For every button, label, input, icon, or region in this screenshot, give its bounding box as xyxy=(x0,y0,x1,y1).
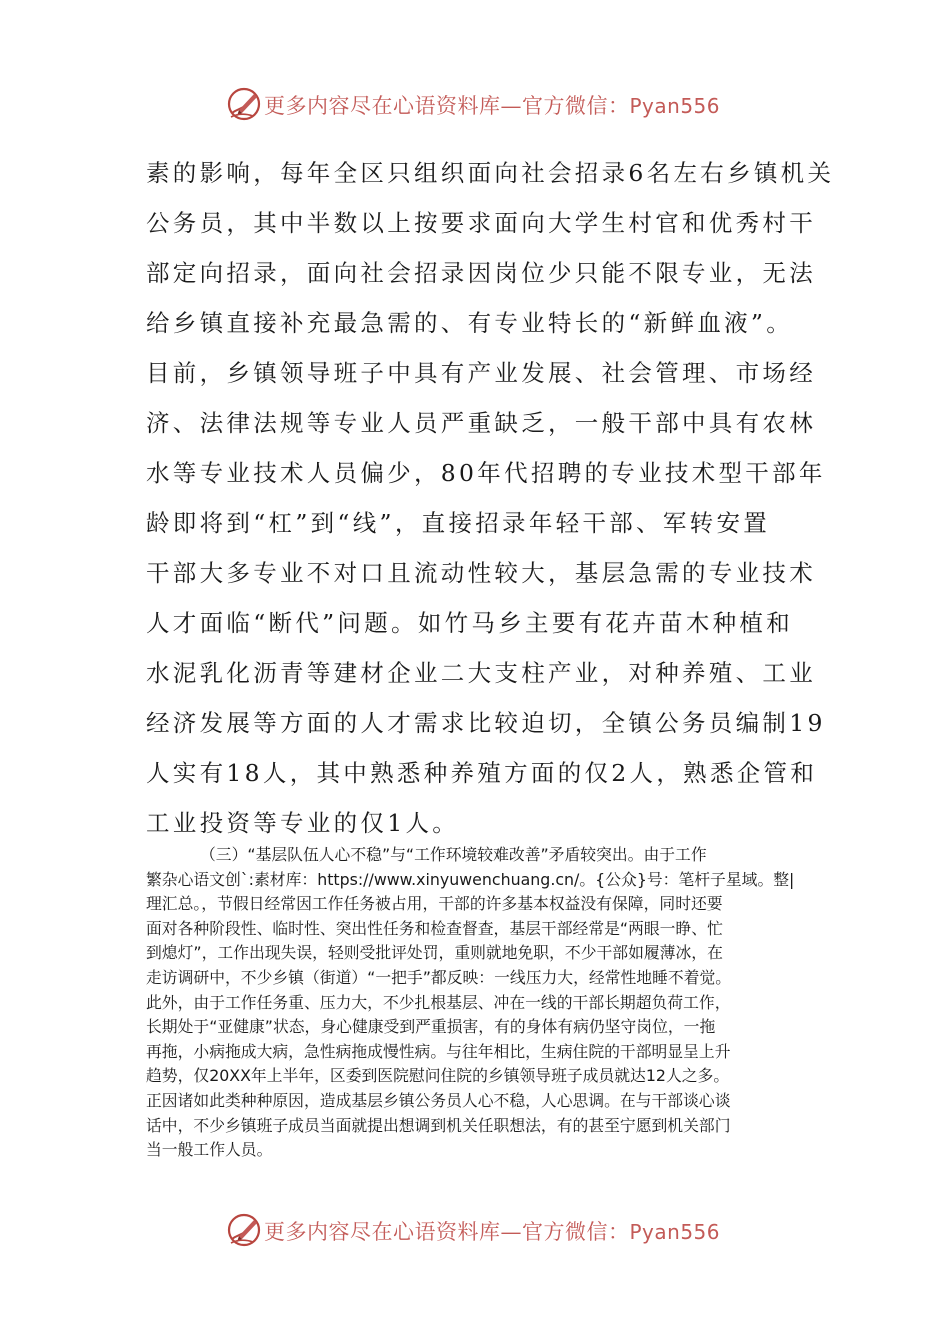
body-line: 繁杂心语文创`:素材库：https://www.xinyuwenchuang.cn/。{公众}号：笔杆子星域。整| xyxy=(146,869,795,889)
body-text-small xyxy=(146,843,836,1163)
body-line: 再拖，小病拖成大病，急性病拖成慢性病。与往年相比，生病住院的干部明显呈上升 xyxy=(146,1041,731,1061)
body-line: 长期处于“亚健康”状态，身心健康受到严重损害，有的身体有病仍坚守岗位，一拖 xyxy=(146,1017,716,1037)
body-line: 正因诸如此类种种原因，造成基层乡镇公务员人心不稳，人心思调。在与干部谈心谈 xyxy=(146,1090,731,1110)
body-line: 走访调研中，不少乡镇（街道）“一把手”都反映：一线压力大，经常性地睡不着觉。 xyxy=(146,967,732,987)
body-line: 目前，乡镇领导班子中具有产业发展、社会管理、市场经 xyxy=(146,359,816,387)
body-line: 趋势，仅20XX年上半年，区委到医院慰问住院的乡镇领导班子成员就达12人之多。 xyxy=(146,1066,730,1086)
body-line: 人实有18人，其中熟悉种养殖方面的仅2人，熟悉企管和 xyxy=(146,759,818,787)
body-line: 龄即将到“杠”到“线”，直接招录年轻干部、军转安置 xyxy=(146,509,771,537)
footer-banner-label: 更多内容尽在心语资料库—官方微信： xyxy=(264,1220,630,1244)
body-line: 人才面临“断代”问题。如竹马乡主要有花卉苗木种植和 xyxy=(146,609,794,637)
body-line: 经济发展等方面的人才需求比较迫切，全镇公务员编制19 xyxy=(146,709,826,737)
body-line: 素的影响，每年全区只组织面向社会招录6名左右乡镇机关 xyxy=(146,159,835,187)
section-heading-line: （三）“基层队伍人心不稳”与“工作环境较难改善”矛盾较突出。由于工作 xyxy=(200,845,707,864)
body-line: 工业投资等专业的仅1人。 xyxy=(146,809,460,837)
body-line: 到熄灯”，工作出现失误，轻则受批评处罚，重则就地免职，不少干部如履薄冰，在 xyxy=(146,943,723,963)
body-line: 话中，不少乡镇班子成员当面就提出想调到机关任职想法，有的甚至宁愿到机关部门 xyxy=(146,1115,731,1135)
body-line: 给乡镇直接补充最急需的、有专业特长的“新鲜血液”。 xyxy=(146,309,794,337)
body-line: 此外，由于工作任务重、压力大，不少扎根基层、冲在一线的干部长期超负荷工作， xyxy=(146,992,731,1012)
body-line: 公务员，其中半数以上按要求面向大学生村官和优秀村干 xyxy=(146,209,816,237)
body-text-large xyxy=(146,148,835,848)
footer-banner xyxy=(0,1210,950,1250)
header-banner xyxy=(0,84,950,124)
body-line: 部定向招录，面向社会招录因岗位少只能不限专业，无法 xyxy=(146,259,816,287)
body-line: 理汇总。，节假日经常因工作任务被占用，干部的许多基本权益没有保障，同时还要 xyxy=(146,894,723,914)
body-line: 干部大多专业不对口且流动性较大，基层急需的专业技术 xyxy=(146,559,816,587)
body-line: 水等专业技术人员偏少，80年代招聘的专业技术型干部年 xyxy=(146,459,826,487)
body-line: 面对各种阶段性、临时性、突出性任务和检查督查，基层干部经常是“两眼一睁、忙 xyxy=(146,918,723,938)
body-line: 济、法律法规等专业人员严重缺乏，一般干部中具有农林 xyxy=(146,409,816,437)
body-line: 水泥乳化沥青等建材企业二大支柱产业，对种养殖、工业 xyxy=(146,659,816,687)
pen-scroll-logo-icon xyxy=(226,86,262,122)
header-banner-label: 更多内容尽在心语资料库—官方微信： xyxy=(264,94,630,118)
footer-banner-text xyxy=(264,1216,720,1246)
header-banner-text xyxy=(264,90,720,120)
header-banner-handle: Pyan556 xyxy=(629,94,721,118)
body-line: 当一般工作人员。 xyxy=(146,1140,273,1160)
pen-scroll-logo-icon xyxy=(226,1212,262,1248)
footer-banner-handle: Pyan556 xyxy=(629,1220,721,1244)
